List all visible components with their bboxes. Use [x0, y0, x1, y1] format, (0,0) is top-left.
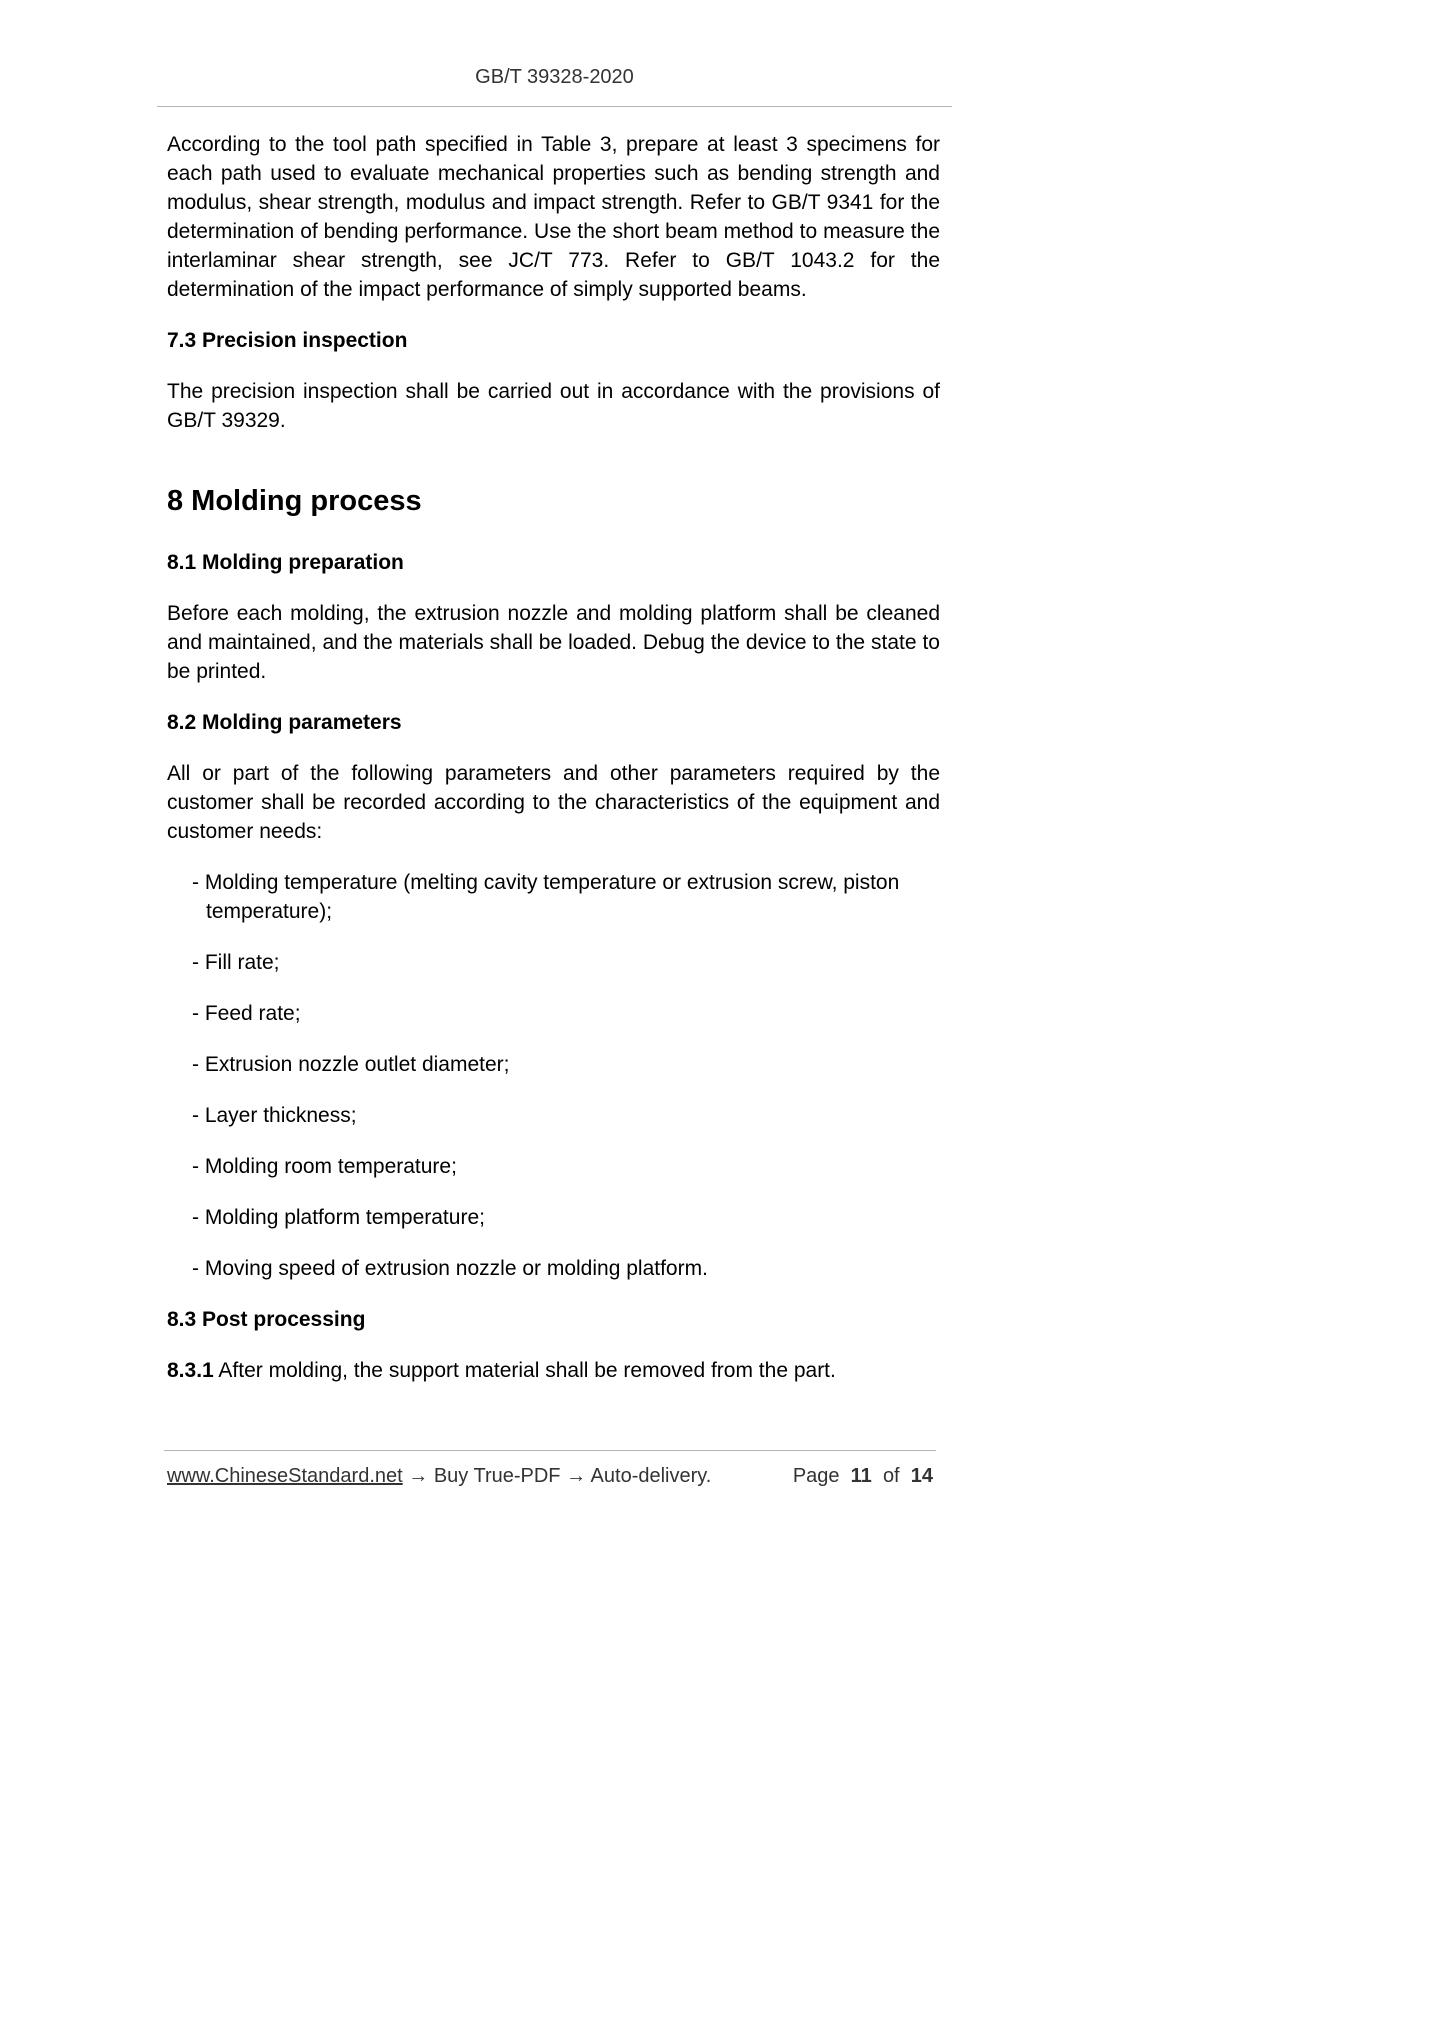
list-item: - Layer thickness; [192, 1104, 357, 1127]
list-item: - Molding platform temperature; [192, 1206, 485, 1229]
page-label: Page [792, 1465, 840, 1487]
delivery-text: Auto-delivery. [590, 1465, 712, 1487]
page-total: 14 [910, 1465, 933, 1487]
list-item: - Feed rate; [192, 1002, 301, 1025]
list-item: - Moving speed of extrusion nozzle or molding platform. [192, 1257, 708, 1280]
page-number: 11 [850, 1465, 872, 1487]
intro-paragraph: According to the tool path specified in Table 3, prepare at least 3 specimens for each path used to evaluate mechanical properties such as bending strength and modulus, shear strength, modulus and impact strength. Refer to GB/T 9341 for the determination of bending performance. Use the short beam method to measure the interlaminar shear strength, see JC/T 773. Refer to GB/T 1043.2 for the determination of the impact performance of simply supported beams. [167, 133, 940, 301]
of-label: of [882, 1465, 900, 1487]
section-8-heading: 8 Molding process [167, 485, 422, 517]
header-divider [157, 106, 952, 107]
section-8-3-1-paragraph [167, 1356, 940, 1385]
list-item: - Fill rate; [192, 951, 280, 974]
section-8-1-paragraph: Before each molding, the extrusion nozzle and molding platform shall be cleaned and maintained, and the materials shall be loaded. Debug the device to the state to be printed. [167, 602, 940, 683]
section-7-3-paragraph: The precision inspection shall be carried out in accordance with the provisions of GB/T 39329. [167, 380, 940, 432]
section-8-2-heading: 8.2 Molding parameters [167, 711, 402, 734]
section-8-3-heading: 8.3 Post processing [167, 1308, 366, 1331]
list-item: - Extrusion nozzle outlet diameter; [192, 1053, 510, 1076]
buy-pdf-text: Buy True-PDF [433, 1465, 561, 1487]
section-8-2-paragraph: All or part of the following parameters and other parameters required by the customer shall be recorded according to the characteristics of the equipment and customer needs: [167, 762, 940, 843]
page-header: GB/T 39328-2020 [475, 66, 634, 88]
page-content [167, 130, 940, 1385]
list-item: - Molding room temperature; [192, 1155, 457, 1178]
website-link[interactable]: www.ChineseStandard.net [167, 1465, 403, 1487]
footer-divider [164, 1450, 936, 1451]
list-item: - Molding temperature (melting cavity temperature or extrusion screw, piston temperature); [192, 871, 900, 923]
clause-text: After molding, the support material shall be removed from the part. [213, 1359, 836, 1382]
footer-left [167, 1465, 711, 1488]
arrow-right-icon: → [566, 1465, 587, 1487]
page-counter [793, 1465, 933, 1488]
section-8-1-heading: 8.1 Molding preparation [167, 551, 404, 574]
arrow-right-icon: → [408, 1465, 429, 1487]
clause-number: 8.3.1 [167, 1359, 214, 1382]
section-7-3-heading: 7.3 Precision inspection [167, 329, 408, 352]
